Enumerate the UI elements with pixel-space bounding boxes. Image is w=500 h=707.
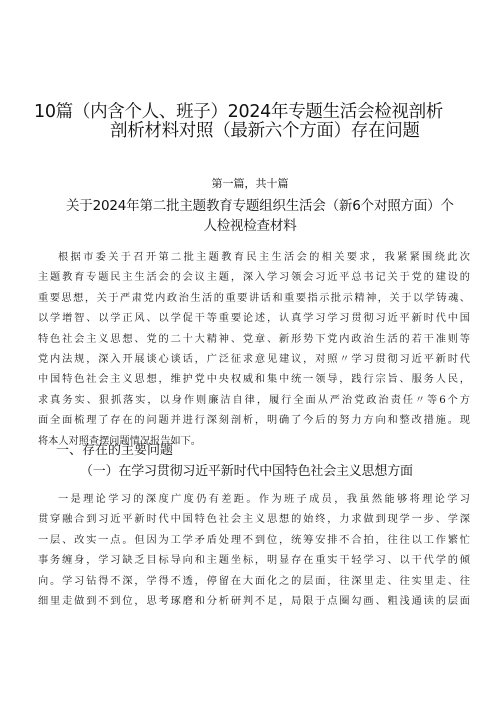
document-title: 10篇（内含个人、班子）2024年专题生活会检视剖析 (34, 102, 444, 122)
section-title-continued: 人检视检查材料 (203, 218, 297, 234)
paragraph-line: 主题教育专题民主生活会的会议主题，深入学习领会习近平总书记关于党的建设的 (38, 272, 470, 284)
intro-paragraph (38, 248, 470, 452)
paragraph-line: 面全面梳理了存在的问题并进行深刻剖析，明确了今后的努力方向和整改措施。现 (38, 415, 470, 427)
heading-level-1: 一、存在的主要问题 (56, 443, 174, 458)
paragraph-line: 一层、改实一点。但因为工学矛盾处理不到位，统筹安排不合拍，往往以工作繁忙 (38, 534, 470, 546)
paragraph-line: 将本人对照查摆问题情况报告如下。 (38, 435, 201, 447)
paragraph-line: 一是理论学习的深度广度仍有差距。作为班子成员，我虽然能够将理论学习 (58, 494, 470, 505)
heading-level-2: （一）在学习贯彻习近平新时代中国特色社会主义思想方面 (80, 464, 413, 479)
paragraph-line: 根据市委关于召开第二批主题教育民主生活会的相关要求，我紧紧围绕此次 (58, 252, 470, 263)
paragraph-line: 向。学习钻得不深，学得不透，停留在大面化之的层面，往深里走、往实里走、往 (38, 575, 470, 587)
paragraph-line: 特色社会主义思想、党的二十大精神、党章、新形势下党内政治生活的若干准则等 (38, 333, 470, 345)
paragraph-line: 事务缠身，学习缺乏目标导向和主题坐标，明显存在重实干轻学习、以干代学的倾 (38, 555, 470, 567)
paragraph-line: 重要思想，关于严肃党内政治生活的重要讲话和重要指示批示精神，关于以学铸魂、 (38, 292, 470, 304)
part-label: 第一篇，共十篇 (211, 177, 289, 190)
section-title: 关于2024年第二批主题教育专题组织生活会（新6个对照方面）个 (66, 198, 454, 214)
paragraph-line: 中国特色社会主义思想，维护党中央权威和集中统一领导，践行宗旨、服务人民， (38, 374, 470, 386)
paragraph-line: 细里走做到不到位，思考琢磨和分析研判不足，局限于点圈勾画、粗浅通读的层面 (38, 595, 470, 607)
body-paragraph (38, 490, 470, 612)
paragraph-line: 党内法规，深入开展谈心谈话，广泛征求意见建议，对照〃学习贯彻习近平新时代 (38, 353, 470, 365)
document-subtitle: 剖析材料对照（最新六个方面）存在问题 (110, 121, 420, 141)
paragraph-line: 以学增智、以学正风、以学促干等重要论述，认真学习学习贯彻习近平新时代中国 (38, 313, 470, 325)
paragraph-line: 贯穿融合到习近平新时代中国特色社会主义思想的始终，力求做到现学一步、学深 (38, 514, 470, 526)
paragraph-line: 求真务实、狠抓落实，以身作则廉洁自律，履行全面从严治党政治责任〃等6个方 (38, 394, 470, 406)
